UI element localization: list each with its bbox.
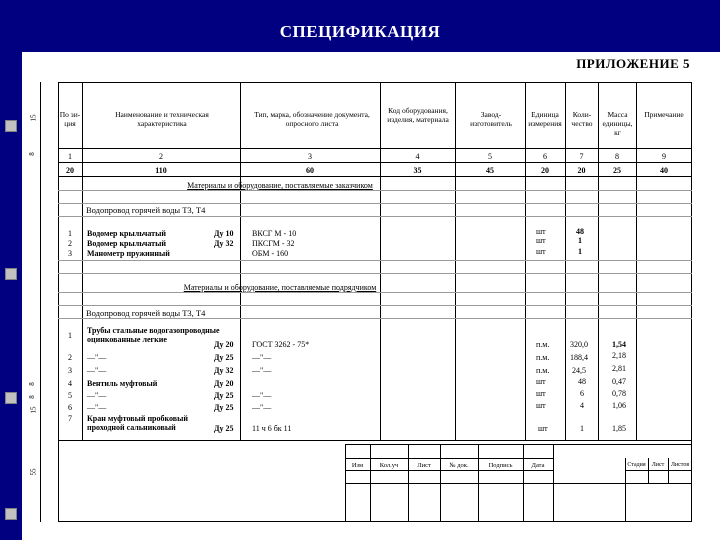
stamp-line xyxy=(408,444,409,522)
row-pos: 4 xyxy=(68,379,72,388)
stamp-line xyxy=(345,470,553,471)
row-line xyxy=(58,260,692,261)
subsection-heading: Водопровод горячей воды Т3, Т4 xyxy=(86,205,206,215)
dim-label: 8 xyxy=(27,152,36,156)
row-name: —"— xyxy=(87,403,107,412)
stamp-line xyxy=(523,444,524,522)
row-type: ВКСГ М - 10 xyxy=(252,229,297,238)
stamp-label: № док. xyxy=(449,462,469,469)
row-line xyxy=(58,292,692,293)
col-number: 7 xyxy=(579,152,584,161)
header-name: Наименование и техническая характеристика xyxy=(115,110,209,128)
header-unit: Единица измерения xyxy=(528,110,562,128)
row-qty: 188,4 xyxy=(570,353,588,362)
row-pos: 1 xyxy=(68,331,72,340)
row-type: —"— xyxy=(252,353,272,362)
col-line xyxy=(380,82,381,440)
dim-label: 15 xyxy=(29,114,38,122)
section-heading: Материалы и оборудование, поставляемые подрядчиком xyxy=(183,283,377,292)
row-pos: 1 xyxy=(68,229,72,238)
row-name: Манометр пружинный xyxy=(87,249,170,258)
row-size: Ду 32 xyxy=(214,366,234,375)
left-band xyxy=(0,0,22,540)
row-size: Ду 25 xyxy=(214,403,234,412)
col-width: 45 xyxy=(486,166,494,175)
row-type: —"— xyxy=(252,366,272,375)
row-unit: шт xyxy=(538,424,548,433)
row-mass: 1,54 xyxy=(612,340,626,349)
row-pos: 5 xyxy=(68,391,72,400)
row-line xyxy=(58,440,692,441)
row-mass: 0,47 xyxy=(612,377,626,386)
row-name: —"— xyxy=(87,391,107,400)
row-name: Вентиль муфтовый xyxy=(87,379,158,388)
col-number: 5 xyxy=(488,152,492,161)
header-type: Тип, марка, обозначение документа, опросного листа xyxy=(254,110,370,128)
subsection-heading: Водопровод горячей воды Т3, Т4 xyxy=(86,308,206,318)
row-name: Кран муфтовый пробковый проходной сальниковый xyxy=(87,414,188,432)
row-unit: п.м. xyxy=(536,366,550,375)
dim-label: 8 xyxy=(27,382,36,386)
col-number: 6 xyxy=(543,152,547,161)
row-line xyxy=(58,162,692,163)
col-width: 35 xyxy=(413,166,422,175)
row-qty: 24,5 xyxy=(572,366,586,375)
row-type: ОБМ - 160 xyxy=(252,249,289,258)
row-type: ПКСГМ - 32 xyxy=(252,239,295,248)
col-width: 20 xyxy=(66,166,74,175)
col-width: 40 xyxy=(660,166,668,175)
col-line xyxy=(240,82,241,440)
row-line xyxy=(58,190,692,191)
row-line xyxy=(58,216,692,217)
row-line xyxy=(58,318,692,319)
row-mass: 1,85 xyxy=(612,424,626,433)
header-qty: Коли-чество xyxy=(571,110,593,128)
stamp-line xyxy=(625,470,692,471)
row-pos: 2 xyxy=(68,239,72,248)
row-qty: 1 xyxy=(580,424,584,433)
stamp-line xyxy=(440,444,441,522)
row-qty: 48 xyxy=(576,227,584,236)
col-line xyxy=(82,82,83,440)
row-name: —"— xyxy=(87,353,107,362)
row-line xyxy=(58,203,692,204)
row-unit: шт xyxy=(536,236,546,245)
col-width: 20 xyxy=(541,166,549,175)
stamp-label: Лист xyxy=(651,462,665,468)
stamp-label: Дата xyxy=(531,462,545,469)
row-pos: 2 xyxy=(68,353,72,362)
row-qty: 4 xyxy=(580,401,584,410)
stamp-line xyxy=(478,444,479,522)
row-qty: 1 xyxy=(578,236,582,245)
row-name: Водомер крыльчатый xyxy=(87,229,166,238)
stamp-line xyxy=(345,458,553,459)
row-unit: п.м. xyxy=(536,340,550,349)
bullet-icon xyxy=(5,120,17,132)
row-unit: п.м. xyxy=(536,353,550,362)
appendix-label: ПРИЛОЖЕНИЕ 5 xyxy=(576,56,690,71)
row-size: Ду 32 xyxy=(214,239,234,248)
col-number: 9 xyxy=(662,152,666,161)
row-line xyxy=(58,305,692,306)
header-code: Код оборудования, изделия, материала xyxy=(387,106,449,124)
col-number: 1 xyxy=(68,152,72,161)
stamp-label: Кол.уч xyxy=(379,462,399,469)
row-pos: 3 xyxy=(68,249,72,258)
col-width: 20 xyxy=(577,166,586,175)
row-size: Ду 10 xyxy=(214,229,234,238)
row-line xyxy=(58,148,692,149)
stamp-label: Изм xyxy=(351,462,364,469)
col-width: 110 xyxy=(155,166,167,175)
row-pos: 7 xyxy=(68,414,72,423)
row-unit: шт xyxy=(536,377,546,386)
row-line xyxy=(58,176,692,177)
col-number: 2 xyxy=(159,152,163,161)
row-unit: шт xyxy=(536,389,546,398)
col-number: 3 xyxy=(308,152,312,161)
row-name: Трубы стальные водогазопроводные оцинкованные легкие xyxy=(87,326,220,344)
stamp-label: Стадия xyxy=(627,462,646,468)
row-mass: 1,06 xyxy=(612,401,626,410)
stamp-label: Подпись xyxy=(488,462,513,469)
row-qty: 1 xyxy=(578,247,582,256)
row-qty: 48 xyxy=(578,377,586,386)
header-maker: Завод-изготовитель xyxy=(470,110,512,128)
row-mass: 0,78 xyxy=(612,389,626,398)
dim-label: 8 xyxy=(27,395,36,399)
stamp-line xyxy=(370,444,371,522)
row-qty: 6 xyxy=(580,389,584,398)
row-type: ГОСТ 3262 - 75* xyxy=(252,340,310,349)
row-size: Ду 25 xyxy=(214,391,234,400)
row-mass: 2,81 xyxy=(612,364,626,373)
row-size: Ду 20 xyxy=(214,340,234,349)
col-line xyxy=(525,82,526,440)
bullet-icon xyxy=(5,392,17,404)
row-type: 11 ч 6 бк 11 xyxy=(252,424,292,433)
col-number: 4 xyxy=(415,152,420,161)
stamp-label: Лист xyxy=(417,462,431,469)
row-mass: 2,18 xyxy=(612,351,626,360)
dim-label: 55 xyxy=(29,468,38,476)
section-heading: Материалы и оборудование, поставляемые заказчиком xyxy=(187,181,373,190)
row-pos: 3 xyxy=(68,366,72,375)
row-unit: шт xyxy=(536,247,546,256)
stamp-line xyxy=(553,444,554,522)
row-name: —"— xyxy=(87,366,107,375)
row-type: —"— xyxy=(252,391,272,400)
row-size: Ду 25 xyxy=(214,424,234,433)
row-size: Ду 20 xyxy=(214,379,234,388)
header-note: Примечание xyxy=(644,110,684,119)
page-title: СПЕЦИФИКАЦИЯ xyxy=(279,22,441,41)
bullet-icon xyxy=(5,268,17,280)
header-pos: По зи-ция xyxy=(59,110,81,128)
row-unit: шт xyxy=(536,401,546,410)
row-type: —"— xyxy=(252,403,272,412)
col-line xyxy=(565,82,566,440)
row-line xyxy=(58,273,692,274)
col-line xyxy=(636,82,637,440)
row-qty: 320,0 xyxy=(570,340,588,349)
col-width: 25 xyxy=(613,166,621,175)
col-line xyxy=(455,82,456,440)
dim-label: 15 xyxy=(29,406,38,414)
row-unit: шт xyxy=(536,227,546,236)
row-pos: 6 xyxy=(68,403,72,412)
stamp-label: Листов xyxy=(670,462,690,468)
stamp-line xyxy=(345,483,692,484)
col-number: 8 xyxy=(615,152,619,161)
header-mass: Масса единицы, кг xyxy=(602,110,633,137)
bullet-icon xyxy=(5,508,17,520)
row-name: Водомер крыльчатый xyxy=(87,239,166,248)
col-width: 60 xyxy=(306,166,314,175)
dimension-line xyxy=(40,82,41,522)
row-size: Ду 25 xyxy=(214,353,234,362)
